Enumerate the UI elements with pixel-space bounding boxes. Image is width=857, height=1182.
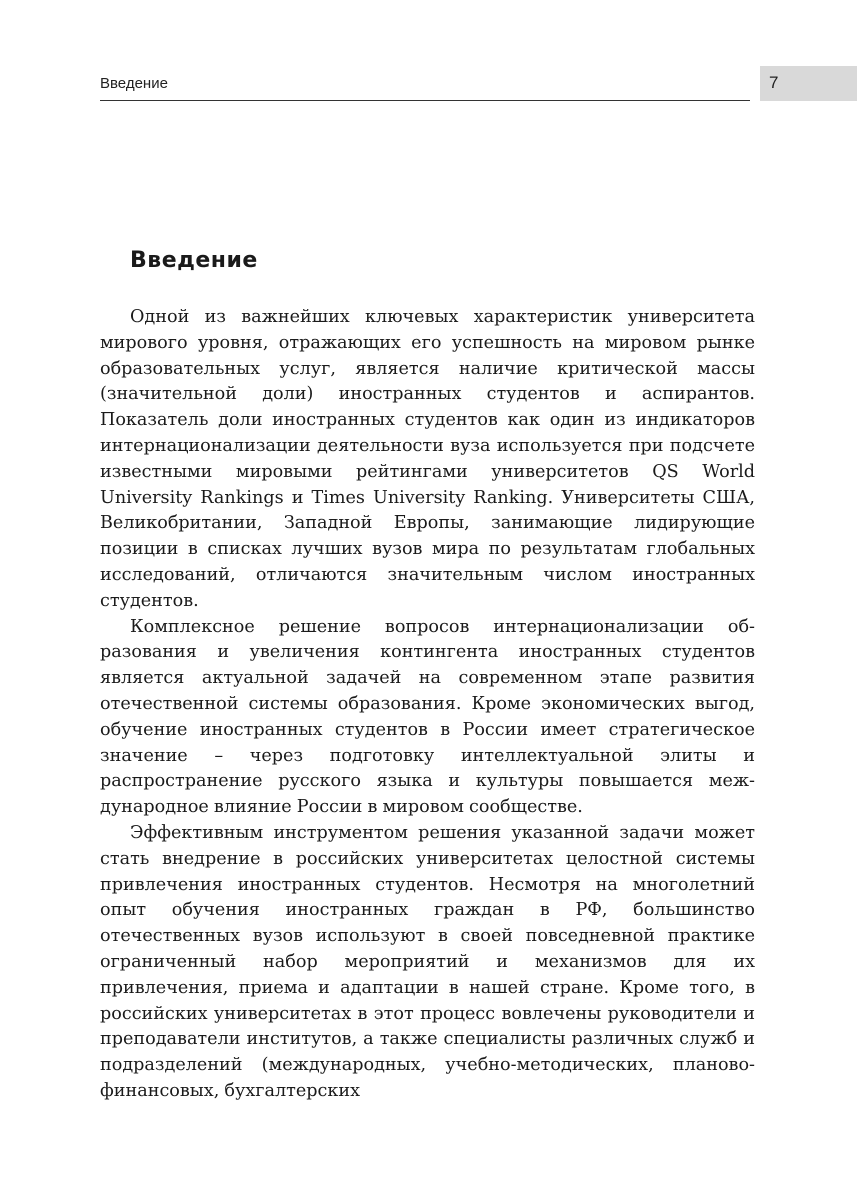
paragraph-1: Одной из важнейших ключевых характеристик университета мирового уровня, отражающих его успешность на мировом рынке образовательных услуг, является наличие критической массы (значительной доли) иностранных студентов и аспирантов. Показатель доли иностранных студентов как один из индикаторов интернационализации деятельности вуза используется при подсчете известными мировыми рейтингами университетов QS World University Rankings и Times University Ranking. Университеты США, Великобритании, Западной Европы, занимающие лидирующие позиции в списках лучших вузов мира по результатам глобальных исследований, отличаются значительным числом иностранных студентов. [100,307,755,611]
header-divider [100,100,750,101]
page-number: 7 [769,73,779,92]
page-number-tab [760,66,857,101]
paragraph-3: Эффективным инструментом решения указанной задачи может стать внедрение в российских университетах целостной системы привлечения иностранных студентов. Несмотря на многолетний опыт обучения иностранных граждан в РФ, большинство отечественных вузов используют в своей повседневной практике ограниченный набор мероприятий и механизмов для их привлечения, приема и адаптации в нашей стране. Кроме того, в российских университетах в этот процесс вовлечены руководители и преподаватели институтов, а также специалисты различных служб и подразделений (международных, учебно-методических, планово-финансовых, бухгалтерских [100,822,755,1101]
body-text [100,305,755,1105]
paragraph-2: Комплексное решение вопросов интернационализации образования и увеличения контингента иностранных студентов является актуальной задачей на современном этапе развития отечественной системы образования. Кроме экономических выгод, обучение иностранных студентов в России имеет стратегическое значение – через подготовку интеллектуальной элиты и распространение русского языка и культуры повышается международное влияние России в мировом сообществе. [100,616,755,818]
chapter-title: Введение [130,248,258,273]
running-header: Введение [100,75,168,92]
